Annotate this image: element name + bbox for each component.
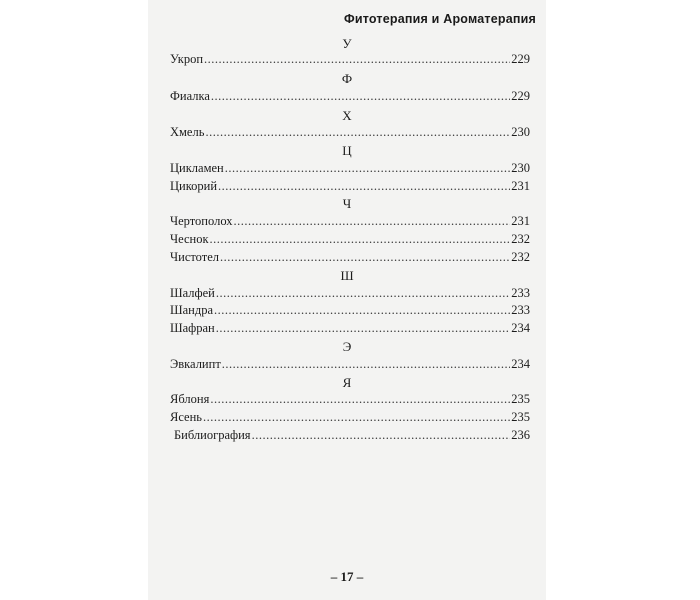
toc-entry [170, 161, 530, 176]
page-number: – 17 – [330, 569, 364, 584]
leader-dots [252, 428, 511, 443]
entry-page: 235 [511, 410, 530, 424]
leader-dots [220, 250, 510, 265]
leader-dots [214, 303, 510, 318]
toc-entry [170, 214, 530, 229]
leader-dots [234, 214, 511, 229]
toc-entry [170, 321, 530, 336]
entry-page: 229 [511, 52, 530, 66]
entry-page: 234 [511, 357, 530, 371]
entry-page: 229 [511, 89, 530, 103]
section-letter: Ч [342, 196, 352, 211]
leader-dots [225, 161, 511, 176]
leader-dots [210, 232, 511, 247]
toc-entry-bibliography [174, 428, 530, 443]
toc-entry [170, 52, 530, 67]
entry-page: 232 [511, 250, 530, 264]
entry-title: Шалфей [170, 286, 215, 300]
entry-title: Шандра [170, 303, 214, 317]
entry-title: Цикламен [170, 161, 224, 175]
toc-entry [170, 303, 530, 318]
toc-entry [170, 232, 530, 247]
entry-page: 231 [511, 179, 530, 193]
entry-title: Чертополох [170, 214, 233, 228]
entry-title: Чеснок [170, 232, 209, 246]
section-letter: Э [342, 339, 352, 354]
leader-dots [218, 179, 510, 194]
entry-page: 235 [511, 392, 530, 406]
toc-entry [170, 179, 530, 194]
entry-title: Цикорий [170, 179, 218, 193]
leader-dots [222, 357, 510, 372]
entry-title: Библиография [174, 428, 251, 442]
leader-dots [204, 52, 510, 67]
toc-entry [170, 392, 530, 407]
section-letter: Х [342, 108, 352, 123]
entry-page: 233 [511, 286, 530, 300]
leader-dots [203, 410, 510, 425]
entry-title: Ясень [170, 410, 202, 424]
section-letter: Ш [340, 268, 354, 283]
book-page [148, 0, 546, 600]
entry-title: Хмель [170, 125, 205, 139]
leader-dots [210, 392, 510, 407]
entry-page: 233 [511, 303, 530, 317]
toc-entry [170, 250, 530, 265]
toc-entry [170, 125, 530, 140]
entry-title: Укроп [170, 52, 204, 66]
entry-page: 231 [511, 214, 530, 228]
running-header: Фитотерапия и Ароматерапия [343, 12, 536, 26]
toc-entry [170, 357, 530, 372]
entry-page: 236 [511, 428, 530, 442]
section-letter: Ц [342, 143, 352, 158]
toc-entry [170, 410, 530, 425]
toc-entry [170, 89, 530, 104]
entry-page: 230 [511, 161, 530, 175]
entry-page: 232 [511, 232, 530, 246]
entry-title: Чистотел [170, 250, 219, 264]
entry-title: Яблоня [170, 392, 210, 406]
leader-dots [216, 286, 510, 301]
section-letter: Я [342, 375, 352, 390]
toc-entry [170, 286, 530, 301]
entry-title: Шафран [170, 321, 215, 335]
section-letter: У [342, 36, 352, 51]
section-letter: Ф [341, 71, 353, 86]
entry-title: Фиалка [170, 89, 210, 103]
leader-dots [205, 125, 510, 140]
leader-dots [211, 89, 510, 104]
entry-page: 234 [511, 321, 530, 335]
entry-page: 230 [511, 125, 530, 139]
leader-dots [216, 321, 511, 336]
entry-title: Эвкалипт [170, 357, 221, 371]
